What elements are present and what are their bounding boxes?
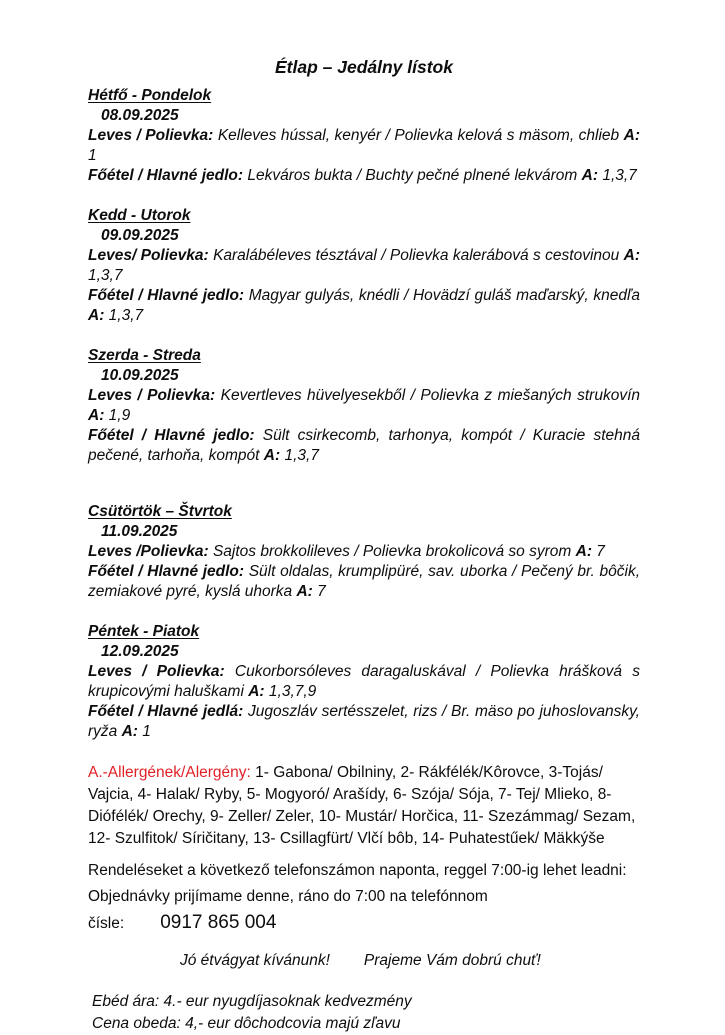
day-section-tuesday — [88, 206, 640, 326]
main-course-label: Főétel / Hlavné jedlo: — [88, 427, 263, 444]
soup-line — [88, 386, 640, 426]
day-date: 11.09.2025 — [101, 523, 178, 540]
day-section-monday — [88, 86, 640, 186]
allergen-label: A: — [88, 307, 109, 324]
main-course-label: Főétel / Hlavné jedlá: — [88, 703, 248, 720]
phone-number: 0917 865 004 — [160, 912, 277, 933]
day-date: 09.09.2025 — [101, 227, 179, 244]
soup-text: Kevertleves hüvelyesekből / Polievka z miešaných strukovín — [220, 387, 640, 404]
wish-hu: Jó étvágyat kívánunk! — [180, 952, 330, 969]
soup-text: Kelleves hússal, kenyér / Polievka kelová s mäsom, chlieb — [217, 127, 624, 144]
allergen-numbers: 1 — [88, 147, 97, 164]
day-section-friday — [88, 622, 640, 742]
main-course-label: Főétel / Hlavné jedlo: — [88, 563, 249, 580]
day-name: Csütörtök – Štvrtok — [88, 503, 232, 520]
allergen-label: A: — [575, 543, 597, 560]
allergen-label: A: — [248, 683, 269, 700]
soup-line — [88, 246, 640, 286]
ordering-info — [88, 858, 640, 937]
day-date: 12.09.2025 — [101, 643, 179, 660]
allergen-label: A: — [623, 127, 640, 144]
soup-line — [88, 542, 640, 562]
day-name: Hétfő - Pondelok — [88, 87, 212, 104]
soup-label: Leves / Polievka: — [88, 387, 221, 404]
day-name: Szerda - Streda — [88, 347, 201, 364]
ordering-line-sk-text: Objednávky prijímame denne, ráno do 7:00 na telefónnom čísle: — [88, 888, 488, 932]
allergen-numbers: 1,3,7 — [88, 267, 123, 284]
day-date: 10.09.2025 — [101, 367, 179, 384]
allergen-label: A: — [296, 583, 318, 600]
main-course-label: Főétel / Hlavné jedlo: — [88, 167, 248, 184]
allergen-legend-list: 1- Gabona/ Obilniny, 2- Rákfélék/Kôrovce, 3-Tojás/ Vajcia, 4- Halak/ Ryby, 5- Mogyoró/ Arašídy, 6- Szója/ Sója, 7- Tej/ Mlieko, 8- Diófélék/ Orechy, 9- Zeller/ Zeler, 10- Mustár/ Horčica, 11- Szezámmag/ Sezam, 12- Szulfitok/ Síričitany, 13- Csillagfürt/ Vlčí bôb, 14- Puhatestűek/ Mäkkýše — [88, 764, 636, 847]
allergen-numbers: 1,9 — [108, 407, 131, 424]
allergen-numbers: 7 — [596, 543, 605, 560]
main-course-text: Sült csirkecomb, tarhonya, kompót / Kuracie stehná pečené, tarhoňa, kompót — [88, 427, 640, 464]
day-section-wednesday — [88, 346, 640, 466]
main-course-text: Jugoszláv sertésszelet, rizs / Br. mäso po juhoslovansky, ryža — [88, 703, 640, 740]
soup-label: Leves/ Polievka: — [88, 247, 214, 264]
day-name: Péntek - Piatok — [88, 623, 200, 640]
main-course-text: Lekváros bukta / Buchty pečné plnené lekvárom — [247, 167, 582, 184]
soup-label: Leves / Polievka: — [88, 663, 235, 680]
allergen-legend-heading: A.-Allergének/Alergény: — [88, 764, 256, 781]
main-course-label: Főétel / Hlavné jedlo: — [88, 287, 249, 304]
day-date: 08.09.2025 — [101, 107, 179, 124]
allergen-numbers: 1,3,7 — [602, 167, 637, 184]
allergen-label: A: — [623, 247, 640, 264]
price-line-sk: Cena obeda: 4,- eur dôchodcovia majú zľavu — [92, 1015, 401, 1032]
ordering-line-sk — [88, 884, 640, 937]
main-course-line — [88, 286, 640, 326]
main-course-line — [88, 562, 640, 602]
soup-line — [88, 662, 640, 702]
soup-label: Leves / Polievka: — [88, 127, 218, 144]
wish-sk: Prajeme Vám dobrú chuť! — [363, 952, 541, 969]
allergen-label: A: — [121, 723, 143, 740]
wishes-line — [88, 951, 640, 971]
day-name: Kedd - Utorok — [88, 207, 191, 224]
main-course-line — [88, 166, 640, 186]
allergen-numbers: 1,3,7 — [108, 307, 144, 324]
allergen-legend — [88, 762, 640, 850]
page-title: Étlap – Jedálny lístok — [275, 57, 453, 77]
ordering-line-hu: Rendeléseket a következő telefonszámon naponta, reggel 7:00-ig lehet leadni: — [88, 862, 627, 879]
price-line-hu: Ebéd ára: 4.- eur nyugdíjasoknak kedvezmény — [92, 993, 412, 1010]
allergen-label: A: — [88, 407, 109, 424]
soup-label: Leves /Polievka: — [88, 543, 213, 560]
price-info — [88, 991, 640, 1035]
soup-text: Sajtos brokkolileves / Polievka brokolicová so syrom — [212, 543, 576, 560]
main-course-line — [88, 702, 640, 742]
day-section-thursday — [88, 502, 640, 602]
allergen-numbers: 7 — [317, 583, 326, 600]
allergen-numbers: 1,3,7,9 — [268, 683, 317, 700]
allergen-label: A: — [263, 447, 285, 464]
soup-line — [88, 126, 640, 166]
allergen-numbers: 1 — [142, 723, 151, 740]
main-course-text: Magyar gulyás, knédli / Hovädzí guláš maďarský, knedľa — [248, 287, 640, 304]
main-course-line — [88, 426, 640, 466]
soup-text: Cukorborsóleves daragaluskával / Polievka hrášková s krupicovými haluškami — [88, 663, 640, 700]
soup-text: Karalábéleves tésztával / Polievka kalerábová s cestovinou — [213, 247, 624, 264]
allergen-numbers: 1,3,7 — [284, 447, 319, 464]
main-course-text: Sült oldalas, krumplipüré, sav. uborka / Pečený br. bôčik, zemiakové pyré, kyslá uhorka — [88, 563, 641, 600]
allergen-label: A: — [581, 167, 603, 184]
